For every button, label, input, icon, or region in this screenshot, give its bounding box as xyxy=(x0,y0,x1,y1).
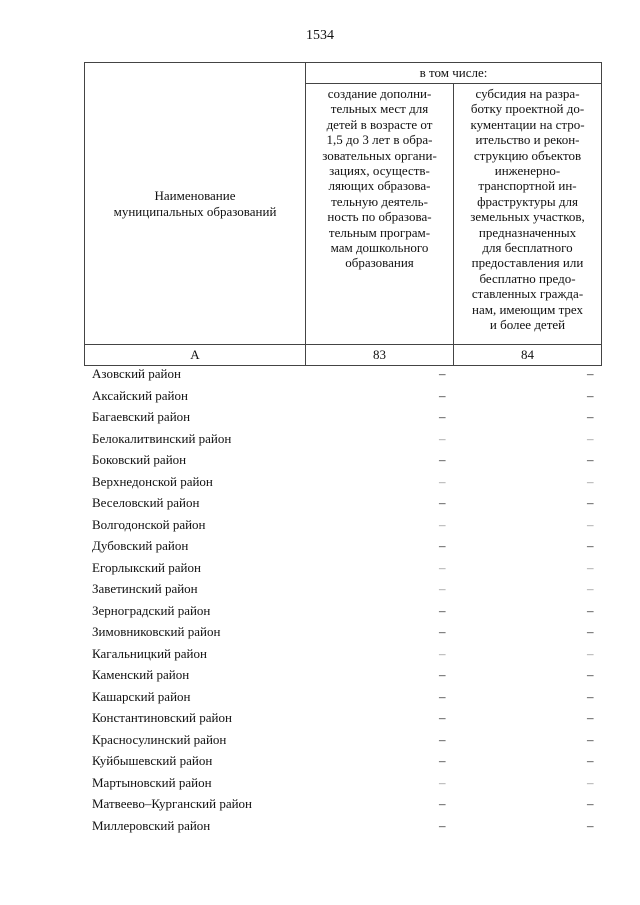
value-col-84: – xyxy=(587,387,594,403)
table-row xyxy=(84,815,601,837)
page-number: 1534 xyxy=(306,28,334,43)
column-84-header xyxy=(454,84,602,345)
value-col-83: – xyxy=(439,430,446,446)
value-col-84: – xyxy=(587,710,594,725)
column-83-header xyxy=(306,84,454,345)
table-row xyxy=(84,643,601,665)
table-row xyxy=(84,772,601,794)
municipality-name: Верхнедонской район xyxy=(92,473,213,489)
municipality-name: Багаевский район xyxy=(92,409,191,424)
value-col-84: – xyxy=(587,645,594,661)
value-col-84: – xyxy=(587,495,594,510)
municipality-name: Зимовниковский район xyxy=(92,624,221,639)
municipality-name: Константиновский район xyxy=(92,710,232,725)
column-84-header-line: инженерно- xyxy=(494,163,561,179)
value-col-83: – xyxy=(439,473,446,489)
value-col-83: – xyxy=(439,538,446,553)
value-col-83: – xyxy=(439,516,446,532)
value-col-84: – xyxy=(587,366,594,381)
table-row xyxy=(84,449,601,471)
value-col-83: – xyxy=(439,559,446,575)
value-col-83: – xyxy=(439,753,446,768)
value-col-83: – xyxy=(439,366,446,381)
table-row xyxy=(84,471,601,493)
column-83-header-line: ность по образова- xyxy=(327,209,432,225)
table-row xyxy=(84,363,601,385)
table-row xyxy=(84,621,601,643)
value-col-84: – xyxy=(587,409,594,424)
table-row xyxy=(84,535,601,557)
value-col-84: – xyxy=(587,516,594,532)
column-84-header-line: предназначенных xyxy=(478,224,577,240)
municipality-name: Волгодонской район xyxy=(92,516,206,532)
value-col-83: – xyxy=(439,688,446,704)
column-number-84: 84 xyxy=(454,345,602,366)
value-col-84: – xyxy=(587,602,594,618)
column-84-header-line: фраструктуры для xyxy=(477,193,578,209)
municipality-name: Боковский район xyxy=(92,452,187,467)
column-84-header-line: субсидия на разра- xyxy=(475,86,580,101)
value-col-84: – xyxy=(587,452,594,467)
column-number-83: 83 xyxy=(306,345,454,366)
column-83-header-line: образования xyxy=(345,255,414,271)
value-col-83: – xyxy=(439,817,446,833)
value-col-84: – xyxy=(587,817,594,833)
value-col-83: – xyxy=(439,796,446,811)
value-col-84: – xyxy=(587,731,594,747)
column-83-header-line: ляющих образова- xyxy=(328,178,431,194)
table-row xyxy=(84,600,601,622)
column-84-header-line: и более детей xyxy=(489,317,566,333)
column-83-header-line: мам дошкольного xyxy=(330,240,429,256)
municipality-name: Веселовский район xyxy=(92,495,200,510)
value-col-83: – xyxy=(439,495,446,510)
header-line-2: муниципальных образований xyxy=(113,203,277,219)
municipality-name: Заветинский район xyxy=(92,581,198,596)
column-84-header-line: для бесплатного xyxy=(482,240,573,256)
municipality-name: Зерноградский район xyxy=(92,602,211,618)
column-84-header-line: транспортной ин- xyxy=(478,178,577,194)
column-84-header-line: кументации на стро- xyxy=(470,116,585,132)
value-col-84: – xyxy=(587,774,594,790)
value-col-84: – xyxy=(587,538,594,553)
value-col-84: – xyxy=(587,624,594,639)
table-row xyxy=(84,707,601,729)
value-col-83: – xyxy=(439,710,446,725)
value-col-83: – xyxy=(439,774,446,790)
table-row xyxy=(84,557,601,579)
column-84-header-line: ставленных гражда- xyxy=(471,286,584,302)
table-row xyxy=(84,793,601,815)
value-col-84: – xyxy=(587,430,594,446)
municipality-name: Белокалитвинский район xyxy=(92,430,232,446)
municipality-name: Куйбышевский район xyxy=(92,753,213,768)
column-83-header-line: тельных мест для xyxy=(330,101,429,117)
table-row xyxy=(84,729,601,751)
table-row xyxy=(84,578,601,600)
column-84-header-line: ительство и рекон- xyxy=(475,132,580,148)
column-83-header-line: тельным програм- xyxy=(328,224,431,240)
value-col-83: – xyxy=(439,452,446,467)
column-83-header-line: тельную деятель- xyxy=(331,193,428,209)
table-row xyxy=(84,750,601,772)
column-83-header-line: детей в возрасте от xyxy=(326,116,433,132)
municipality-name: Матвеево–Курганский район xyxy=(92,796,253,811)
value-col-84: – xyxy=(587,667,594,682)
municipality-name: Каменский район xyxy=(92,667,190,682)
municipality-name: Кашарский район xyxy=(92,688,191,704)
municipality-name: Кагальницкий район xyxy=(92,645,207,661)
municipality-name: Красносулинский район xyxy=(92,731,227,747)
value-col-83: – xyxy=(439,667,446,682)
value-col-84: – xyxy=(587,581,594,596)
value-col-83: – xyxy=(439,409,446,424)
value-col-83: – xyxy=(439,602,446,618)
including-header: в том числе: xyxy=(306,63,602,84)
table-row xyxy=(84,686,601,708)
column-84-header-line: земельных участков, xyxy=(470,209,585,225)
header-line-1: Наименование xyxy=(154,188,236,204)
municipality-name: Дубовский район xyxy=(92,538,189,553)
value-col-84: – xyxy=(587,796,594,811)
table-row xyxy=(84,406,601,428)
table-body xyxy=(84,363,601,836)
table-row xyxy=(84,428,601,450)
column-84-header-line: предоставления или xyxy=(471,255,584,271)
table-header xyxy=(84,62,602,366)
table-row xyxy=(84,664,601,686)
value-col-83: – xyxy=(439,581,446,596)
column-83-header-line: 1,5 до 3 лет в обра- xyxy=(326,132,433,148)
value-col-84: – xyxy=(587,753,594,768)
column-84-header-line: струкцию объектов xyxy=(473,147,582,163)
value-col-83: – xyxy=(439,731,446,747)
column-84-header-line: ботку проектной до- xyxy=(470,101,585,117)
value-col-83: – xyxy=(439,624,446,639)
municipality-column-header xyxy=(85,63,306,345)
table-row xyxy=(84,492,601,514)
municipality-name: Миллеровский район xyxy=(92,817,211,833)
municipality-name: Мартыновский район xyxy=(92,774,212,790)
municipality-name: Аксайский район xyxy=(92,387,188,403)
value-col-83: – xyxy=(439,645,446,661)
column-84-header-line: бесплатно предо- xyxy=(479,270,576,286)
municipality-name: Азовский район xyxy=(92,366,181,381)
municipality-name: Егорлыкский район xyxy=(92,559,201,575)
column-83-header-line: зациях, осуществ- xyxy=(329,163,430,179)
value-col-84: – xyxy=(587,688,594,704)
column-83-header-line: создание дополни- xyxy=(327,86,432,101)
value-col-84: – xyxy=(587,559,594,575)
value-col-83: – xyxy=(439,387,446,403)
table-row xyxy=(84,514,601,536)
table-row xyxy=(84,385,601,407)
column-84-header-line: нам, имеющим трех xyxy=(472,301,584,317)
column-83-header-line: зовательных органи- xyxy=(322,147,437,163)
column-number-a: А xyxy=(85,345,306,366)
value-col-84: – xyxy=(587,473,594,489)
